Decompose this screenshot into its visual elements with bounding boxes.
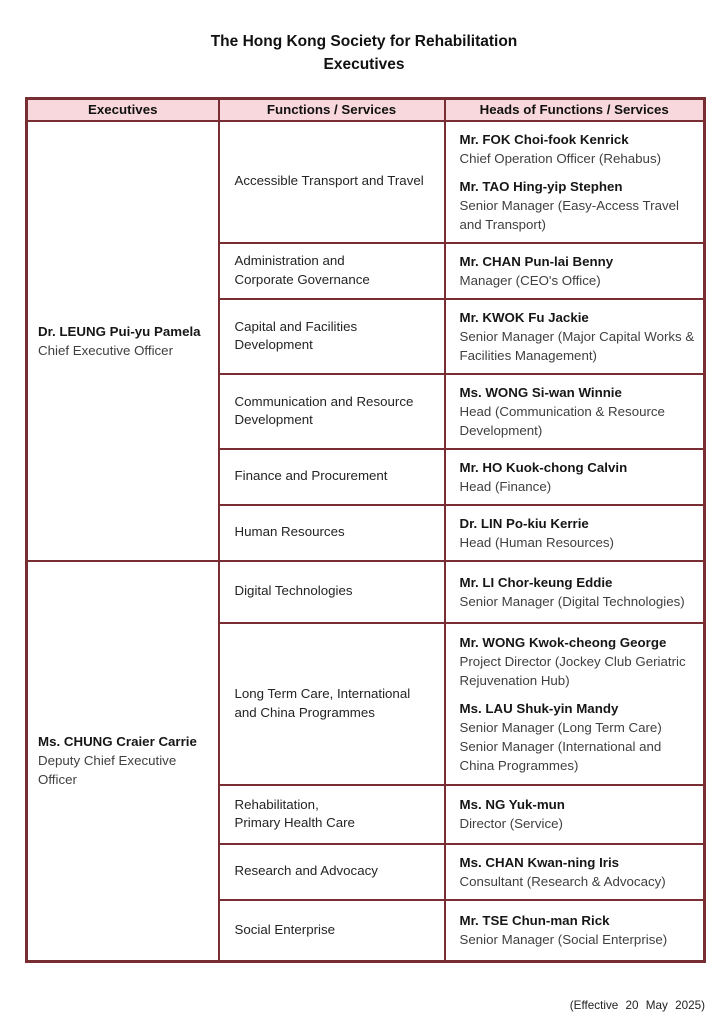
function-label: and China Programmes <box>234 704 375 720</box>
head-entry <box>460 177 696 234</box>
head-entry <box>460 853 696 891</box>
head-title: Facilities Management) <box>459 347 597 363</box>
function-cell <box>219 299 445 374</box>
head-name: Mr. FOK Choi-fook Kenrick <box>459 131 629 147</box>
head-name: Ms. NG Yuk-mun <box>459 797 565 812</box>
heads-cell <box>445 623 705 785</box>
executive-name: Dr. LEUNG Pui-yu Pamela <box>38 323 201 339</box>
effective-date-note: (Effective 20 May 2025) <box>569 999 705 1012</box>
head-entry <box>460 130 696 168</box>
function-cell <box>219 900 445 962</box>
function-label: Rehabilitation, <box>234 796 319 812</box>
head-title: Head (Finance) <box>459 478 552 494</box>
head-title: China Programmes) <box>459 757 579 773</box>
head-title: Senior Manager (International and <box>459 738 662 754</box>
head-title: Rejuvenation Hub) <box>459 672 570 688</box>
head-title: Senior Manager (Digital Technologies) <box>459 593 685 609</box>
heads-cell <box>445 505 705 561</box>
head-name: Dr. LIN Po-kiu Kerrie <box>459 515 589 531</box>
executive-title: Deputy Chief Executive Officer <box>38 753 177 788</box>
function-label: Primary Health Care <box>234 815 355 830</box>
function-cell <box>219 243 445 299</box>
executive-cell <box>27 561 219 962</box>
header-functions-services: Functions / Services <box>219 99 445 121</box>
function-label: Communication and Resource <box>234 393 414 409</box>
function-cell <box>219 505 445 561</box>
executive-cell <box>27 121 219 561</box>
head-title: Senior Manager (Long Term Care) <box>459 719 662 735</box>
head-title: Development) <box>459 422 543 438</box>
function-label: Finance and Procurement <box>234 468 388 484</box>
head-title: Senior Manager (Easy-Access Travel <box>459 197 679 213</box>
function-label: Capital and Facilities <box>234 318 358 334</box>
head-title: Project Director (Jockey Club Geriatric <box>459 653 686 669</box>
head-name: Mr. CHAN Pun-lai Benny <box>459 253 614 269</box>
function-label: Social Enterprise <box>234 922 336 937</box>
function-cell <box>219 449 445 505</box>
function-label: Accessible Transport and Travel <box>234 173 424 189</box>
table-row <box>27 561 705 623</box>
head-entry <box>460 383 696 440</box>
head-name: Ms. WONG Si-wan Winnie <box>459 384 622 400</box>
heads-cell <box>445 844 705 900</box>
head-name: Ms. LAU Shuk-yin Mandy <box>459 700 619 716</box>
head-entry <box>460 699 696 775</box>
head-title: Head (Human Resources) <box>459 534 614 550</box>
function-cell <box>219 121 445 243</box>
header-executives: Executives <box>27 99 219 121</box>
head-name: Ms. CHAN Kwan-ning Iris <box>459 854 620 870</box>
heads-cell <box>445 785 705 844</box>
head-title: Manager (CEO's Office) <box>459 272 601 288</box>
head-name: Mr. WONG Kwok-cheong George <box>459 634 667 650</box>
heads-cell <box>445 561 705 623</box>
function-cell <box>219 561 445 623</box>
function-label: Development <box>234 412 313 427</box>
head-entry <box>460 514 696 552</box>
executive-title: Chief Executive Officer <box>38 342 173 358</box>
executive-name: Ms. CHUNG Craier Carrie <box>38 734 197 750</box>
function-label: Human Resources <box>234 524 345 540</box>
head-entry <box>460 633 696 690</box>
function-cell <box>219 785 445 844</box>
head-name: Mr. LI Chor-keung Eddie <box>459 574 613 590</box>
executives-table <box>25 97 706 963</box>
head-entry <box>460 252 696 290</box>
head-title: Consultant (Research & Advocacy) <box>459 873 666 889</box>
head-title: Senior Manager (Social Enterprise) <box>459 932 668 948</box>
head-entry <box>460 308 696 365</box>
head-entry <box>460 573 696 611</box>
heads-cell <box>445 243 705 299</box>
function-label: Corporate Governance <box>234 271 370 287</box>
head-title: and Transport) <box>459 216 546 232</box>
org-name: The Hong Kong Society for Rehabilitation <box>210 33 518 50</box>
head-name: Mr. KWOK Fu Jackie <box>459 309 589 325</box>
heads-cell <box>445 900 705 962</box>
document-title <box>0 0 728 76</box>
head-name: Mr. TSE Chun-man Rick <box>459 913 610 929</box>
heads-cell <box>445 299 705 374</box>
function-label: Digital Technologies <box>234 583 353 599</box>
function-label: Research and Advocacy <box>234 863 378 879</box>
doc-subtitle: Executives <box>323 56 405 73</box>
head-title: Head (Communication & Resource <box>459 403 665 419</box>
function-label: Development <box>234 337 313 352</box>
table-header-row <box>27 99 705 121</box>
heads-cell <box>445 121 705 243</box>
function-cell <box>219 374 445 449</box>
header-heads-of-functions: Heads of Functions / Services <box>445 99 705 121</box>
function-cell <box>219 623 445 785</box>
function-label: Long Term Care, International <box>234 686 411 701</box>
head-name: Mr. HO Kuok-chong Calvin <box>459 459 628 475</box>
head-entry <box>460 795 696 833</box>
head-entry <box>460 458 696 496</box>
head-name: Mr. TAO Hing-yip Stephen <box>459 178 623 194</box>
heads-cell <box>445 449 705 505</box>
head-title: Senior Manager (Major Capital Works & <box>459 328 695 344</box>
table-row <box>27 121 705 243</box>
function-cell <box>219 844 445 900</box>
head-title: Director (Service) <box>459 816 563 831</box>
head-title: Chief Operation Officer (Rehabus) <box>459 150 662 166</box>
head-entry <box>460 911 696 949</box>
heads-cell <box>445 374 705 449</box>
function-label: Administration and <box>234 253 345 268</box>
